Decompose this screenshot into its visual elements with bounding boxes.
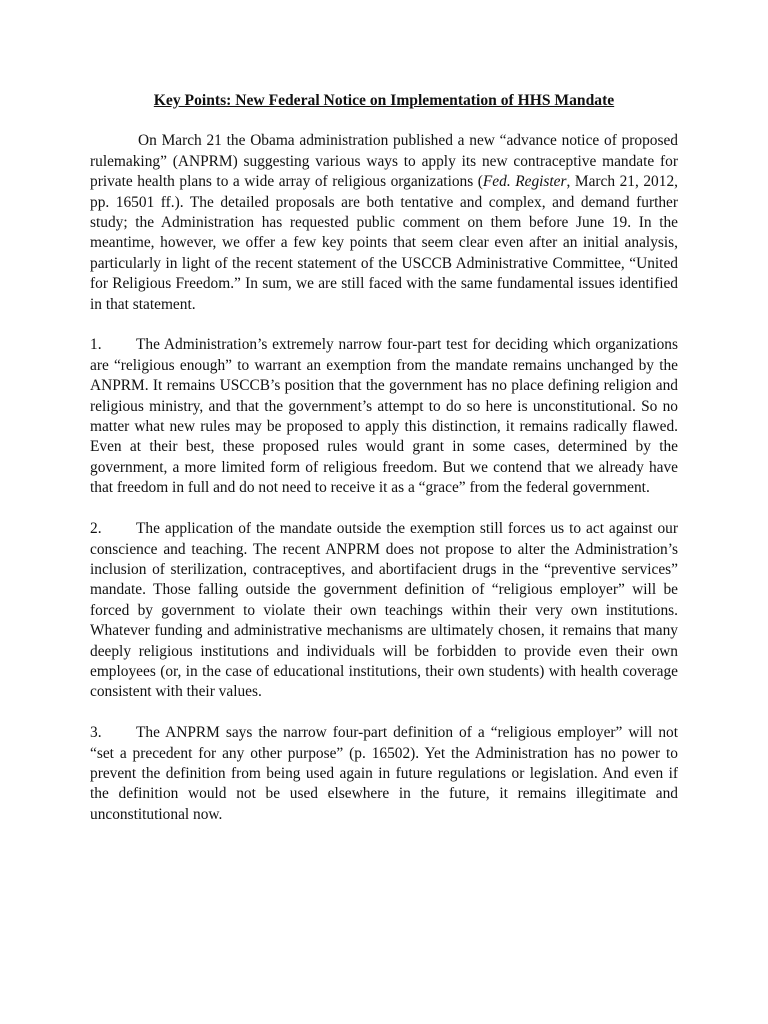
point-1-number: 1. — [90, 336, 102, 354]
intro-paragraph — [90, 131, 678, 315]
point-3-number: 3. — [90, 724, 102, 742]
point-3-paragraph — [90, 723, 678, 825]
point-1-paragraph — [90, 335, 678, 498]
intro-text-1: On March 21 the Obama administration published a new “advance notice of proposed rulemaking” (ANPRM) suggesting various ways to apply its new contraceptive mandate for private health plans to a wide array of religious organizations ( — [90, 132, 678, 191]
point-3-text: The ANPRM says the narrow four-part definition of a “religious employer” will not “set a precedent for any other purpose” (p. 16502). Yet the Administration has no power to prevent the definition from being used again in future regulations or legislation. And even if the definition would not be used elsewhere in the future, it remains illegitimate and unconstitutional now. — [90, 724, 678, 823]
intro-citation-italic: Fed. Register — [482, 173, 567, 191]
point-2-paragraph — [90, 519, 678, 703]
document-page — [90, 91, 678, 846]
point-2-text: The application of the mandate outside the exemption still forces us to act against our conscience and teaching. The recent ANPRM does not propose to alter the Administration’s inclusion of sterilization, contraceptives, and abortifacient drugs in the “preventive services” mandate. Those falling outside the government definition of “religious employer” will be forced by government to violate their own teachings within their very own institutions. Whatever funding and administrative mechanisms are ultimately chosen, it remains that many deeply religious institutions and individuals will be forbidden to provide even their own employees (or, in the case of educational institutions, their own students) with health coverage consistent with their values. — [90, 520, 678, 701]
point-2-number: 2. — [90, 520, 102, 538]
intro-text-2: , March 21, 2012, pp. 16501 ff.). The detailed proposals are both tentative and complex, and demand further study; the Administration has requested public comment on them before June 19. In the meantime, however, we offer a few key points that seem clear even after an initial analysis, particularly in light of the recent statement of the USCCB Administrative Committee, “United for Religious Freedom.” In sum, we are still faced with the same fundamental issues identified in that statement. — [90, 173, 678, 313]
point-1-text: The Administration’s extremely narrow four-part test for deciding which organizations are “religious enough” to warrant an exemption from the mandate remains unchanged by the ANPRM. It remains USCCB’s position that the government has no place defining religion and religious ministry, and that the government’s attempt to do so here is unconstitutional. So no matter what new rules may be proposed to apply this distinction, it remains radically flawed. Even at their best, these proposed rules would grant in some cases, determined by the government, a more limited form of religious freedom. But we contend that we already have that freedom in full and do not need to receive it as a “grace” from the federal government. — [90, 336, 678, 497]
document-title: Key Points: New Federal Notice on Implementation of HHS Mandate — [153, 92, 615, 109]
